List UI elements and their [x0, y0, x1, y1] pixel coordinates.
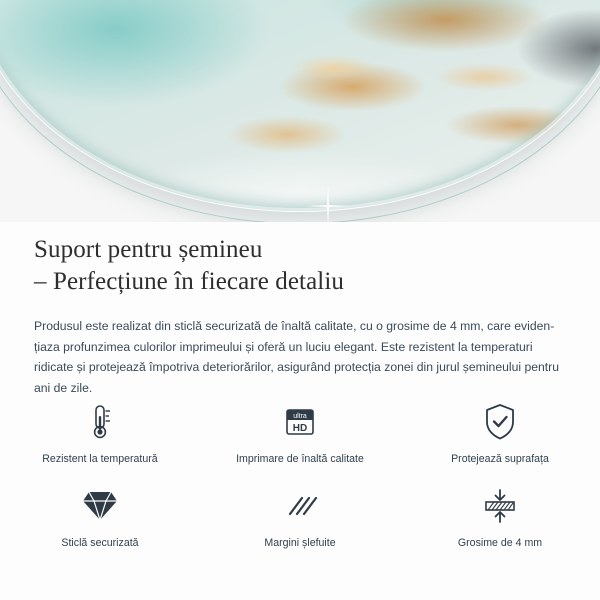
- diamond-icon: [80, 484, 120, 528]
- feature-label: Margini șlefuite: [264, 537, 336, 549]
- polished-edges-icon: [280, 484, 320, 528]
- feature-label: Sticlă securizată: [61, 537, 139, 549]
- round-glass-board: [0, 0, 600, 212]
- feature-item-polished-edges: [200, 484, 400, 550]
- thermometer-icon: [83, 400, 117, 444]
- text-content: [0, 222, 600, 398]
- ultra-hd-icon: [280, 400, 320, 444]
- feature-label: Imprimare de înaltă calitate: [236, 453, 364, 465]
- feature-item-tempered-glass: [0, 484, 200, 550]
- svg-text:HD: HD: [292, 423, 308, 434]
- page-title-line-2: – Perfecțiune în fiecare detaliu: [34, 268, 344, 295]
- feature-item-surface-protection: [400, 400, 600, 466]
- page-title: [34, 234, 566, 298]
- feature-item-thickness: [400, 484, 600, 550]
- hero-image: [0, 0, 600, 222]
- feature-grid: [0, 400, 600, 550]
- body-paragraph: Produsul este realizat din sticlă securizată de înaltă calitate, cu o grosime de 4 mm, care eviden-țiaza profunzimea culorilor imprimeului și oferă un luciu elegant. Este rezistent la temperaturi ridicate și protejează împotriva deteriorărilor, asigurând protecția zonei din jurul șemineului pentru ani de zile.: [34, 319, 560, 395]
- feature-label: Rezistent la temperatură: [42, 453, 158, 465]
- shield-check-icon: [481, 400, 519, 444]
- feature-item-temperature: [0, 400, 200, 466]
- feature-item-print-quality: [200, 400, 400, 466]
- feature-label: Grosime de 4 mm: [457, 537, 543, 549]
- feature-label: Protejează suprafața: [451, 453, 549, 465]
- marble-gold-veins: [0, 0, 600, 211]
- thickness-icon: [480, 484, 520, 528]
- svg-text:ultra: ultra: [293, 413, 307, 420]
- page-title-line-1: Suport pentru șemineu: [34, 236, 263, 263]
